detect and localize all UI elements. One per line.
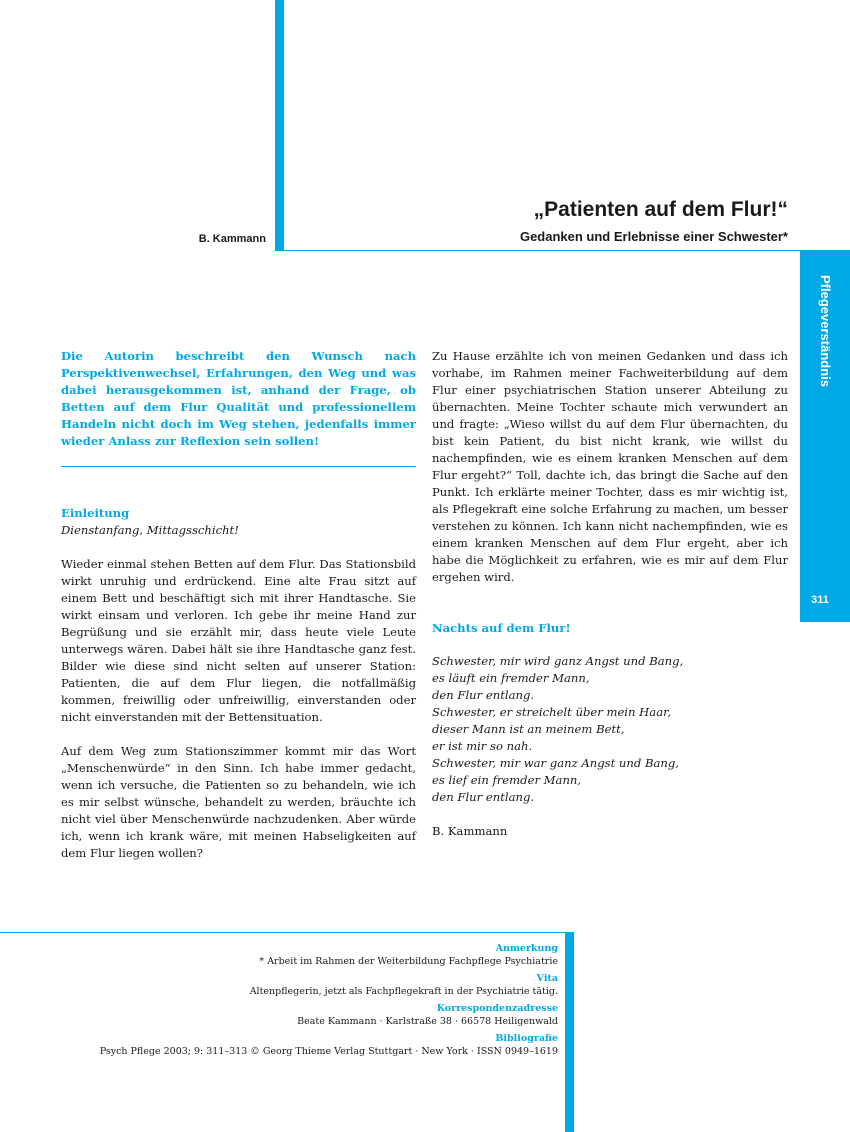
left-column bbox=[61, 348, 416, 862]
footer-rule bbox=[0, 932, 574, 933]
section-kicker: Dienstanfang, Mittagsschicht! bbox=[61, 523, 239, 537]
poem-signature: B. Kammann bbox=[432, 824, 508, 838]
footnote-label-bibliografie: Bibliografie bbox=[495, 1033, 558, 1044]
section-tab-label: Pflegeverständnis bbox=[818, 275, 833, 387]
poem-line: es lief ein fremder Mann, bbox=[432, 773, 582, 787]
body-paragraph: Zu Hause erzählte ich von meinen Gedanken und dass ich vorhabe, im Rahmen meiner Fachweiterbildung auf dem Flur einer psychiatrischen Station unserer Abteilung zu übernachten. Meine Tochter schaute mich verwundert an und fragte: „Wieso willst du auf dem Flur übernachten, du bist kein Patient, du bist nicht krank, wie willst du nachempfinden, wie es einem kranken Menschen auf dem Flur ergeht?“ Toll, dachte ich, das bringt die Sache auf den Punkt. Ich erklärte meiner Tochter, dass es mir wichtig ist, als Pflegekraft eine solche Erfahrung zu machen, um besser verstehen zu können. Ich kann nicht nachempfinden, wie es einem kranken Menschen auf dem Flur ergeht, aber ich habe die Möglichkeit zu erfahren, wie es mir auf dem Flur ergehen wird. bbox=[432, 349, 788, 584]
top-accent-bar bbox=[275, 0, 284, 251]
footnote-label-anmerkung: Anmerkung bbox=[495, 943, 558, 954]
footnotes bbox=[38, 942, 558, 1062]
author-name: B. Kammann bbox=[198, 233, 266, 245]
footnote-text: Beate Kammann · Karlstraße 38 · 66578 Heiligenwald bbox=[297, 1016, 558, 1027]
footnote-text: Altenpflegerin, jetzt als Fachpflegekraft in der Psychiatrie tätig. bbox=[249, 986, 558, 997]
footnote-text: * Arbeit im Rahmen der Weiterbildung Fachpflege Psychiatrie bbox=[259, 956, 558, 967]
footnote-label-vita: Vita bbox=[536, 973, 558, 984]
poem-line: Schwester, mir wird ganz Angst und Bang, bbox=[432, 654, 684, 668]
poem-line: er ist mir so nah. bbox=[432, 739, 533, 753]
poem-line: Schwester, mir war ganz Angst und Bang, bbox=[432, 756, 679, 770]
poem-line: dieser Mann ist an meinem Bett, bbox=[432, 722, 625, 736]
section-heading-einleitung: Einleitung bbox=[61, 506, 130, 520]
footer-accent-bar bbox=[565, 933, 574, 1132]
abstract: Die Autorin beschreibt den Wunsch nach Perspektivenwechsel, Erfahrungen, den Weg und was dabei herausgekommen ist, anhand der Frage, ob Betten auf dem Flur Qualität und professionellem Handeln nicht doch im Weg stehen, jedenfalls immer wieder Anlass zur Reflexion sein sollen! bbox=[61, 349, 416, 448]
article-title: „Patienten auf dem Flur!“ bbox=[533, 198, 788, 221]
article-subtitle: Gedanken und Erlebnisse einer Schwester* bbox=[519, 229, 788, 244]
footnote-text: Psych Pflege 2003; 9: 311–313 © Georg Thieme Verlag Stuttgart · New York · ISSN 0949–1619 bbox=[99, 1046, 558, 1057]
poem-line: es läuft ein fremder Mann, bbox=[432, 671, 590, 685]
poem bbox=[432, 653, 788, 806]
section-heading-nachts: Nachts auf dem Flur! bbox=[432, 621, 571, 635]
footnote-label-korrespondenz: Korrespondenzadresse bbox=[436, 1003, 558, 1014]
body-paragraph: Auf dem Weg zum Stationszimmer kommt mir das Wort „Menschenwürde“ in den Sinn. Ich habe immer gedacht, wenn ich versuche, die Patienten so zu behandeln, wie ich es mir selbst wünsche, behandelt zu werden, bräuchte ich nicht viel über Menschenwürde nachzudenken. Aber würde ich, wenn ich krank wäre, mit meinen Habseligkeiten auf dem Flur liegen wollen? bbox=[61, 744, 416, 860]
poem-line: Schwester, er streichelt über mein Haar, bbox=[432, 705, 672, 719]
page-number: 311 bbox=[811, 594, 829, 606]
body-paragraph: Wieder einmal stehen Betten auf dem Flur. Das Stationsbild wirkt unruhig und erdrückend. Eine alte Frau sitzt auf einem Bett und beschäftigt sich mit ihrer Handtasche. Sie wirkt einsam und verloren. Ich gebe ihr meine Hand zur Begrüßung und sie erzählt mir, dass heute viele Leute unterwegs wären. Dabei hält sie ihre Handtasche ganz fest. Bilder wie diese sind nicht selten auf unserer Station: Patienten, die auf dem Flur liegen, die notfallmäßig kommen, freiwillig oder unfreiwillig, einverstanden oder nicht einverstanden mit der Bettensituation. bbox=[61, 557, 416, 724]
poem-line: den Flur entlang. bbox=[432, 688, 535, 702]
poem-line: den Flur entlang. bbox=[432, 790, 535, 804]
right-column bbox=[432, 348, 788, 840]
header-rule bbox=[275, 250, 850, 251]
abstract-divider bbox=[61, 466, 416, 467]
